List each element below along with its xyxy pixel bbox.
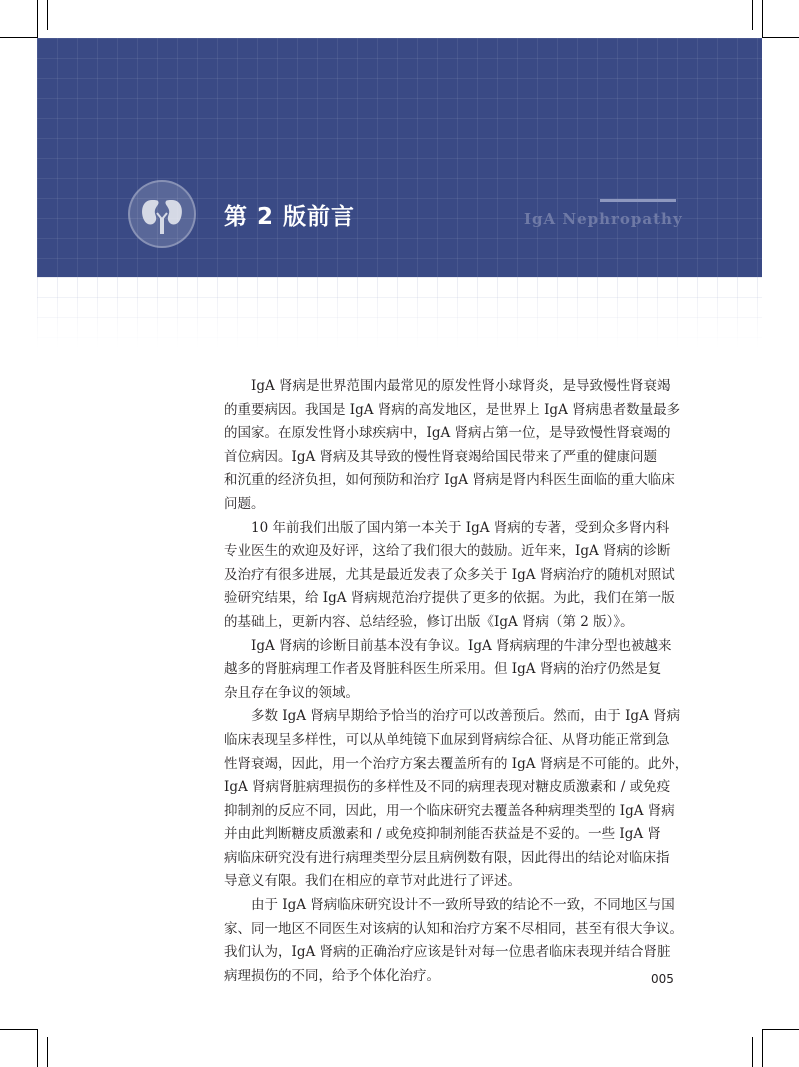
text-line: 10 年前我们出版了国内第一本关于 IgA 肾病的专著，受到众多肾内科	[251, 519, 670, 536]
text-line: 我们认为，IgA 肾病的正确治疗应该是针对每一位患者临床表现并结合肾脏	[224, 944, 671, 961]
text-line: 临床表现呈多样性，可以从单纯镜下血尿到肾病综合征、从肾功能正常到急	[224, 731, 670, 748]
text-line: 验研究结果，给 IgA 肾病规范治疗提供了更多的依据。为此，我们在第一版	[224, 590, 675, 607]
page-title: 第 2 版前言	[224, 204, 356, 230]
text-line: IgA 肾病是世界范围内最常见的原发性肾小球肾炎，是导致慢性肾衰竭	[251, 378, 671, 394]
text-line: 性肾衰竭，因此，用一个治疗方案去覆盖所有的 IgA 肾病是不可能的。此外，	[224, 755, 689, 772]
text-line: 越多的肾脏病理工作者及肾脏科医生所采用。但 IgA 肾病的治疗仍然是复	[224, 661, 662, 678]
page-number: 005	[651, 972, 674, 986]
crop-mark-top-right	[762, 0, 763, 38]
text-line: 导意义有限。我们在相应的章节对此进行了评述。	[224, 873, 521, 890]
text-line: 专业医生的欢迎及好评，这给了我们很大的鼓励。近年来，IgA 肾病的诊断	[224, 543, 671, 560]
crop-mark-bottom-right	[752, 1037, 753, 1067]
text-line: 的重要病因。我国是 IgA 肾病的高发地区，是世界上 IgA 肾病患者数量最多	[224, 401, 681, 418]
header-subtitle: IgA Nephropathy	[524, 210, 683, 228]
crop-mark-top-right	[752, 0, 753, 30]
crop-mark-bottom-right	[762, 1029, 763, 1067]
paragraph	[224, 635, 680, 706]
text-line: 病理损伤的不同，给予个体化治疗。	[224, 967, 440, 984]
text-line: 多数 IgA 肾病早期给予恰当的治疗可以改善预后。然而，由于 IgA 肾病	[251, 708, 681, 725]
header-grid-fade	[37, 277, 762, 347]
text-line: 首位病因。IgA 肾病及其导致的慢性肾衰竭给国民带来了严重的健康问题	[224, 448, 658, 465]
kidney-icon	[128, 180, 196, 248]
crop-mark-bottom-left	[37, 1029, 38, 1067]
crop-mark-bottom-left	[0, 1029, 38, 1030]
preface-body	[224, 375, 689, 988]
text-line: 问题。	[224, 495, 265, 512]
paragraph	[224, 705, 689, 894]
text-line: IgA 肾病的诊断目前基本没有争议。IgA 肾病病理的牛津分型也被越来	[251, 637, 672, 654]
text-line: 的基础上，更新内容、总结经验，修订出版《IgA 肾病（第 2 版）》。	[224, 613, 634, 630]
text-line: 和沉重的经济负担，如何预防和治疗 IgA 肾病是肾内科医生面临的重大临床	[224, 472, 675, 489]
text-line: 杂且存在争议的领域。	[224, 684, 359, 701]
crop-mark-top-left	[0, 37, 38, 38]
paragraph	[224, 375, 680, 517]
text-line: 并由此判断糖皮质激素和 / 或免疫抑制剂能否获益是不妥的。一些 IgA 肾	[224, 826, 661, 843]
crop-mark-top-left	[47, 0, 48, 30]
text-line: 的国家。在原发性肾小球疾病中，IgA 肾病占第一位，是导致慢性肾衰竭的	[224, 425, 671, 442]
text-line: 病临床研究没有进行病理类型分层且病例数有限，因此得出的结论对临床指	[224, 849, 670, 866]
text-line: 家、同一地区不同医生对该病的认知和治疗方案不尽相同，甚至有很大争议。	[224, 920, 683, 937]
paragraph	[224, 894, 683, 988]
crop-mark-bottom-left	[47, 1037, 48, 1067]
crop-mark-bottom-right	[762, 1029, 799, 1030]
text-line: 抑制剂的反应不同，因此，用一个临床研究去覆盖各种病理类型的 IgA 肾病	[224, 802, 675, 819]
crop-mark-top-right	[762, 37, 799, 38]
crop-mark-top-left	[37, 0, 38, 38]
text-line: IgA 肾病肾脏病理损伤的多样性及不同的病理表现对糖皮质激素和 / 或免疫	[224, 779, 671, 796]
text-line: 由于 IgA 肾病临床研究设计不一致所导致的结论不一致，不同地区与国	[251, 897, 675, 914]
text-line: 及治疗有很多进展，尤其是最近发表了众多关于 IgA 肾病治疗的随机对照试	[224, 566, 675, 583]
paragraph	[224, 517, 680, 635]
title-rule	[600, 199, 676, 202]
